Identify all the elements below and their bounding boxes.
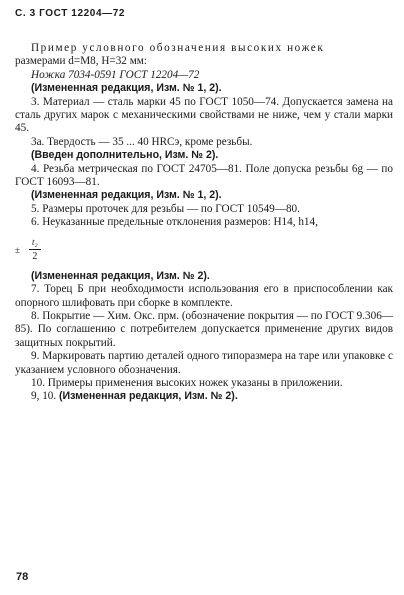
revision-note-1: (Измененная редакция, Изм. № 1, 2). xyxy=(31,82,222,95)
revision-note-3: (Измененная редакция, Изм. № 1, 2). xyxy=(31,189,222,202)
clause-8-coating: 8. Покрытие — Хим. Окс. прм. (обозначение покрытия — по ГОСТ 9.306—85). По соглашению с потребителем допускается применение других видов защитных покрытий. xyxy=(15,309,393,349)
clause-9-marking: 9. Маркировать партию деталей одного типоразмера на таре или упаковке с указанием условного обозначения. xyxy=(15,350,393,376)
revision-note-2: (Введен дополнительно, Изм. № 2). xyxy=(31,149,219,162)
revision-note-4: (Измененная редакция, Изм. № 2). xyxy=(31,269,210,282)
page-header: С. 3 ГОСТ 12204—72 xyxy=(15,8,126,19)
tolerance-formula xyxy=(15,236,393,266)
plus-minus-sign: ± xyxy=(15,244,20,255)
fraction xyxy=(29,236,41,264)
example-line-1: Пример условного обозначения высоких ножек xyxy=(31,42,325,54)
document-body xyxy=(15,42,393,404)
fraction-denominator: 2 xyxy=(32,251,38,263)
revision-note-5-line xyxy=(15,390,393,403)
clause-9-10-prefix: 9, 10. xyxy=(31,390,57,403)
clause-7-face: 7. Торец Б при необходимости использования его в приспособлении как опорного шлифовать при сборке в комплекте. xyxy=(15,283,393,309)
clause-10-examples: 10. Примеры применения высоких ножек указаны в приложении. xyxy=(31,376,343,389)
clause-3a-hardness: 3а. Твердость — 35 ... 40 HRCэ, кроме резьбы. xyxy=(31,135,253,148)
example-line-2: размерами d=M8, H=32 мм: xyxy=(15,55,147,68)
fraction-numerator: t₂ xyxy=(29,236,41,250)
clause-4-thread: 4. Резьба метрическая по ГОСТ 24705—81. Поле допуска резьбы 6g — по ГОСТ 16093—81. xyxy=(15,162,393,189)
page-number: 78 xyxy=(16,571,29,583)
revision-note-5: (Измененная редакция, Изм. № 2). xyxy=(58,390,238,403)
example-designation: Ножка 7034-0591 ГОСТ 12204—72 xyxy=(31,68,200,81)
clause-3-material: 3. Материал — сталь марки 45 по ГОСТ 1050—74. Допускается замена на сталь других марок с механическими свойствами не ниже, чем у стали марки 45. xyxy=(15,95,393,135)
clause-6-deviations: 6. Неуказанные предельные отклонения размеров: Н14, h14, xyxy=(31,216,318,229)
clause-5-grooves: 5. Размеры проточек для резьбы — по ГОСТ 10549—80. xyxy=(31,202,300,215)
